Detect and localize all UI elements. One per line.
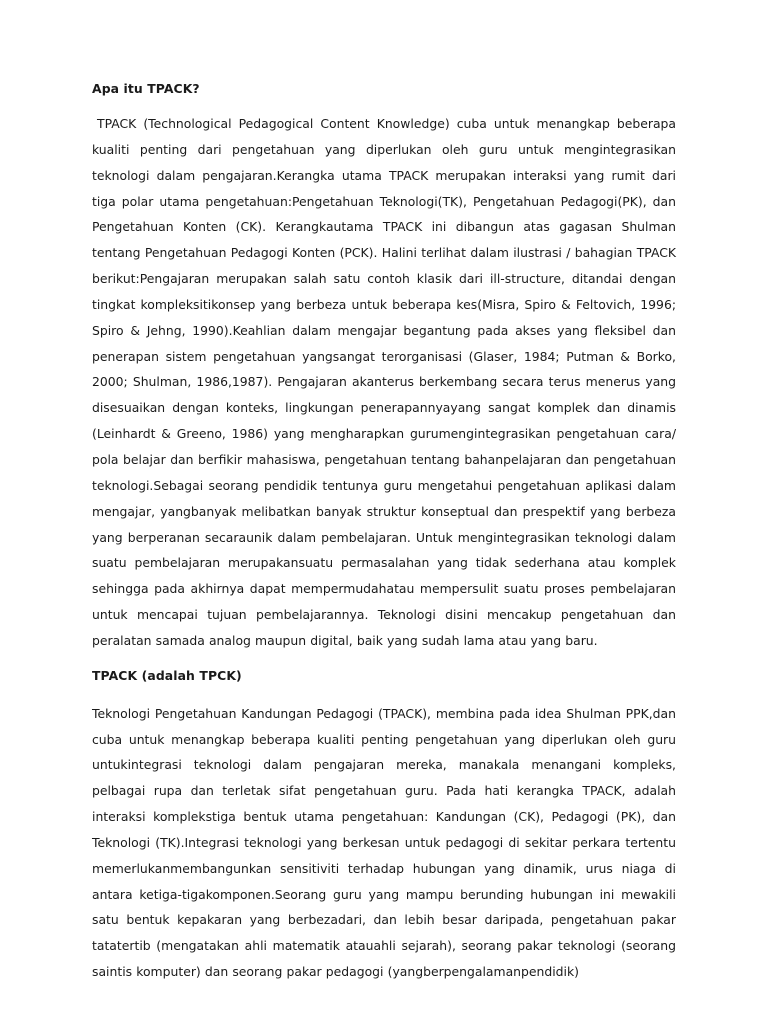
document-page — [92, 78, 676, 985]
paragraph-tpack-definition: Teknologi Pengetahuan Kandungan Pedagogi (TPACK), membina pada idea Shulman PPK,dan cuba untuk menangkap beberapa kualiti penting pengetahuan yang diperlukan oleh guru untukintegrasi teknologi dalam pengajaran mereka, manakala menangani kompleks, pelbagai rupa dan terletak sifat pengetahuan guru. Pada hati kerangka TPACK, adalah interaksi komplekstiga bentuk utama pengetahuan: Kandungan (CK), Pedagogi (PK), dan Teknologi (TK).Integrasi teknologi yang berkesan untuk pedagogi di sekitar perkara tertentu memerlukanmembangunkan sensitiviti terhadap hubungan yang dinamik, urus niaga di antara ketiga-tigakomponen.Seorang guru yang mampu berunding hubungan ini mewakili satu bentuk kepakaran yang berbezadari, dan lebih besar daripada, pengetahuan pakar tatatertib (mengatakan ahli matematik atauahli sejarah), seorang pakar teknologi (seorang saintis komputer) dan seorang pakar pedagogi (yangberpengalamanpendidik) — [92, 705, 676, 980]
heading-tpack-adalah-tpck: TPACK (adalah TPCK) — [92, 667, 242, 683]
paragraph-tpack-intro: TPACK (Technological Pedagogical Content Knowledge) cuba untuk menangkap beberapa kualiti penting dari pengetahuan yang diperlukan oleh guru untuk mengintegrasikan teknologi dalam pengajaran.Kerangka utama TPACK merupakan interaksi yang rumit dari tiga polar utama pengetahuan:Pengetahuan Teknologi(TK), Pengetahuan Pedagogi(PK), dan Pengetahuan Konten (CK). Kerangkautama TPACK ini dibangun atas gagasan Shulman tentang Pengetahuan Pedagogi Konten (PCK). Halini terlihat dalam ilustrasi / bahagian TPACK berikut:Pengajaran merupakan salah satu contoh klasik dari ill-structure, ditandai dengan tingkat kompleksitikonsep yang berbeza untuk beberapa kes(Misra, Spiro & Feltovich, 1996; Spiro & Jehng, 1990).Keahlian dalam mengajar begantung pada akses yang fleksibel dan penerapan sistem pengetahuan yangsangat terorganisasi (Glaser, 1984; Putman & Borko, 2000; Shulman, 1986,1987). Pengajaran akanterus berkembang secara terus menerus yang disesuaikan dengan konteks, lingkungan penerapannyayang sangat komplek dan dinamis (Leinhardt & Greeno, 1986) yang mengharapkan gurumengintegrasikan pengetahuan cara/ pola belajar dan berfikir mahasiswa, pengetahuan tentang bahanpelajaran dan pengetahuan teknologi.Sebagai seorang pendidik tentunya guru mengetahui pengetahuan aplikasi dalam mengajar, yangbanyak melibatkan banyak struktur konseptual dan prespektif yang berbeza yang berperanan secaraunik dalam pembelajaran. Untuk mengintegrasikan teknologi dalam suatu pembelajaran merupakansuatu permasalahan yang tidak sederhana atau komplek sehingga pada akhirnya dapat mempermudahatau mempersulit suatu proses pembelajaran untuk mencapai tujuan pembelajarannya. Teknologi disini mencakup pengetahuan dan peralatan samada analog maupun digital, baik yang sudah lama atau yang baru. — [92, 116, 676, 648]
heading-apa-itu-tpack: Apa itu TPACK? — [92, 81, 200, 96]
